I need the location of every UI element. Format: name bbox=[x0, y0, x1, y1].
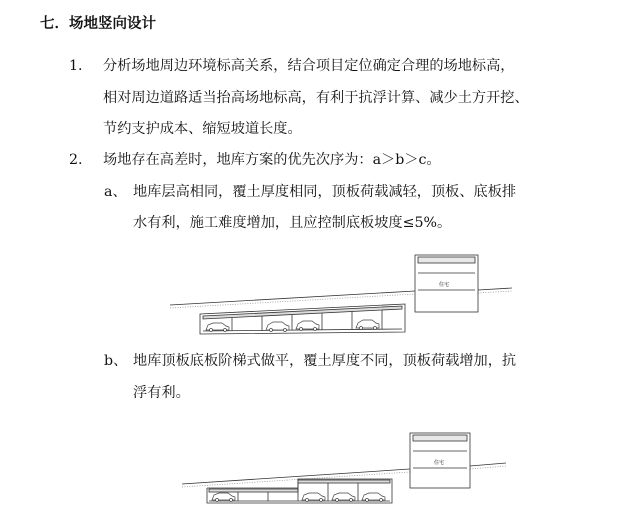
ground-hatch-right bbox=[470, 466, 506, 469]
car-icon bbox=[362, 493, 385, 502]
item-1-number: 1. bbox=[69, 58, 83, 74]
section-heading: 七．场地竖向设计 bbox=[40, 16, 156, 32]
subitem-b-line-2: 浮有利。 bbox=[133, 385, 190, 401]
item-1-line-3: 节约支护成本、缩短坡道长度。 bbox=[103, 121, 302, 137]
car-icon bbox=[302, 493, 325, 502]
item-2-line-1: 场地存在高差时，地库方案的优先次序为：a＞b＞c。 bbox=[103, 152, 441, 168]
building-label-b: 住宅 bbox=[434, 460, 445, 466]
car-icon bbox=[332, 493, 355, 502]
basement-roof-slab-high bbox=[298, 480, 390, 483]
ground-hatch-left bbox=[182, 472, 410, 487]
subitem-b-line-1: 地库顶板底板阶梯式做平，覆土厚度不同，顶板荷载增加，抗 bbox=[133, 353, 517, 369]
item-1-line-2: 相对周边道路适当抬高场地标高，有利于抗浮计算、减少土方开挖、 bbox=[103, 90, 529, 106]
building-roof bbox=[413, 435, 467, 441]
building-label-a: 住宅 bbox=[439, 282, 450, 288]
subitem-b-letter: b、 bbox=[104, 353, 128, 369]
item-2-number: 2. bbox=[69, 152, 83, 168]
subitem-a-line-2: 水有利，施工难度增加，且应控制底板坡度≤5%。 bbox=[133, 215, 452, 231]
ground-line-right bbox=[470, 463, 506, 466]
subitem-a-letter: a、 bbox=[104, 184, 127, 200]
item-1-line-1: 分析场地周边环境标高关系，结合项目定位确定合理的场地标高， bbox=[103, 58, 515, 74]
basement-roof-slab-low bbox=[209, 489, 298, 492]
subitem-a-line-1: 地库层高相同，覆土厚度相同，顶板荷载减轻，顶板、底板排 bbox=[133, 184, 517, 200]
car-icon bbox=[212, 493, 235, 502]
